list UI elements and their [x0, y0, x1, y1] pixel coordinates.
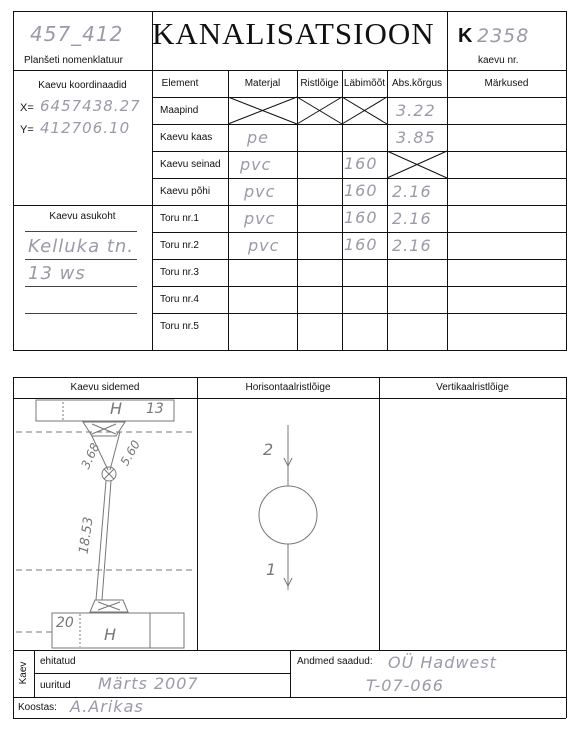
footer-end-line: [13, 718, 566, 719]
th-cross: Ristlõige: [300, 78, 339, 89]
row-element-6: Toru nr.3: [160, 267, 199, 278]
well-number-label: kaevu nr.: [478, 55, 519, 66]
coords-label: Kaevu koordinaadid: [38, 80, 127, 91]
surveyed-value: Märts 2007: [98, 674, 199, 693]
nomenclature-label: Planšeti nomenklatuur: [24, 55, 123, 66]
sketch-top-h: H: [110, 399, 123, 418]
section-label-top: 2: [263, 440, 274, 459]
data-from-value-2: T-07-066: [366, 676, 444, 695]
row-material-5: pvc: [248, 236, 280, 255]
row-element-8: Toru nr.5: [160, 321, 199, 332]
sketch-dist-long: 18.53: [76, 516, 97, 555]
th-notes: Märkused: [484, 78, 529, 89]
y-label: Y=: [20, 124, 34, 136]
row-material-3: pvc: [244, 182, 276, 201]
row-diameter-5: 160: [344, 235, 378, 254]
row-material-1: pe: [247, 128, 269, 147]
row-abs-3: 2.16: [392, 182, 432, 201]
row-abs-0: 3.22: [396, 101, 436, 120]
th-diameter: Läbimõõt: [343, 78, 386, 89]
th-abs: Abs.kõrgus: [391, 78, 443, 89]
sketch-top-num: 13: [146, 401, 164, 417]
footer-side-label: Kaev: [18, 661, 29, 685]
th-material: Materjal: [244, 78, 281, 89]
well-k-prefix: K: [458, 25, 473, 47]
row-element-0: Maapind: [160, 105, 199, 116]
built-label: ehitatud: [40, 656, 76, 667]
th-element: Element: [161, 78, 199, 89]
nomenclature-value: 457_412: [30, 22, 124, 46]
row-element-2: Kaevu seinad: [160, 159, 221, 170]
row-diameter-2: 160: [344, 154, 378, 173]
row-abs-1: 3.85: [396, 128, 436, 147]
horizontal-section-label: Horisontaalristlõige: [245, 382, 331, 393]
data-from-value-1: OÜ Hadwest: [388, 653, 497, 672]
connections-label: Kaevu sidemed: [70, 382, 140, 393]
x-value: 6457438.27: [40, 97, 141, 115]
location-line-1: Kelluka tn.: [28, 236, 135, 257]
x-label: X=: [20, 102, 34, 114]
data-from-label: Andmed saadud:: [297, 656, 373, 667]
surveyed-label: uuritud: [40, 680, 71, 691]
row-element-7: Toru nr.4: [160, 294, 199, 305]
row-material-4: pvc: [244, 209, 276, 228]
sketch-dist-b: 5.60: [117, 437, 144, 469]
row-diameter-4: 160: [344, 208, 378, 227]
sketch-bottom-h: H: [104, 625, 117, 644]
row-element-5: Toru nr.2: [160, 240, 199, 251]
row-element-3: Kaevu põhi: [160, 186, 211, 197]
location-label: Kaevu asukoht: [49, 211, 116, 222]
sketch-bottom-num: 20: [56, 615, 74, 631]
vertical-section-label: Vertikaalristlõige: [436, 382, 509, 393]
row-element-4: Toru nr.1: [160, 213, 199, 224]
location-line-2: 13 ws: [28, 263, 86, 284]
author-label: Koostas:: [18, 702, 57, 713]
row-diameter-3: 160: [344, 181, 378, 200]
row-abs-5: 2.16: [392, 236, 432, 255]
author-value: A.Arikas: [70, 697, 144, 716]
footer-mid-divider: [290, 650, 291, 697]
row-material-2: pvc: [240, 155, 272, 174]
y-value: 412706.10: [40, 119, 131, 137]
well-number: 2358: [477, 25, 530, 47]
section-label-bottom: 1: [266, 560, 277, 579]
row-abs-4: 2.16: [392, 209, 432, 228]
row-element-1: Kaevu kaas: [160, 132, 213, 143]
page-title: KANALISATSIOON: [152, 16, 435, 51]
sketch-dist-a: 3.68: [78, 440, 103, 472]
